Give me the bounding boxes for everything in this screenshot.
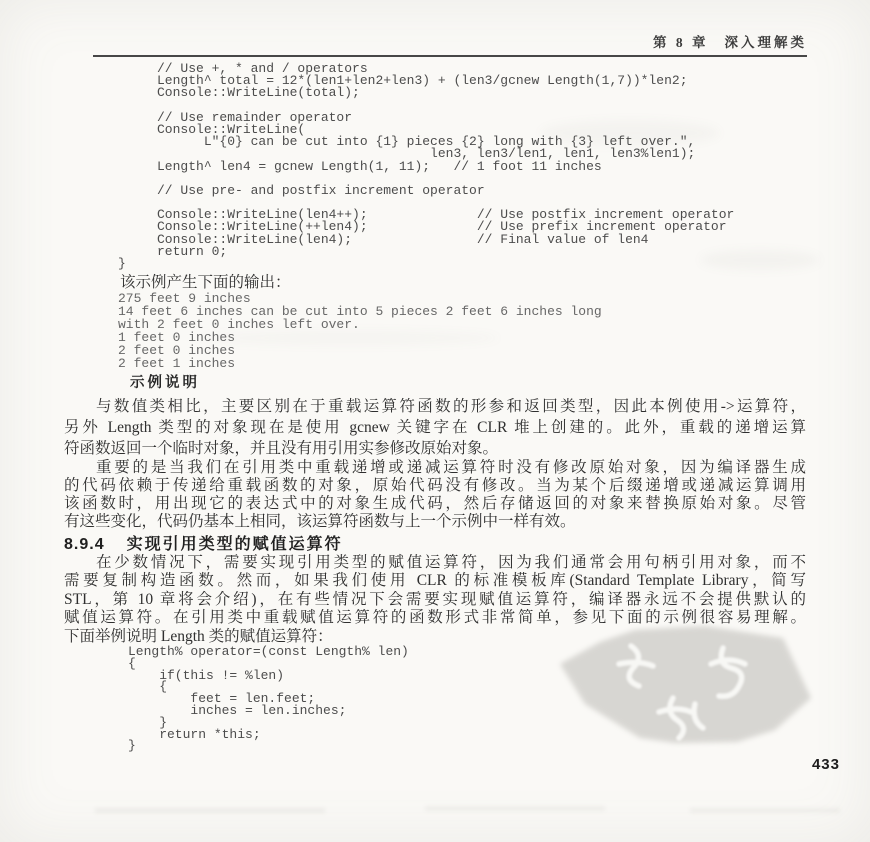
section-title: 实现引用类型的赋值运算符 [126, 536, 343, 553]
paragraph-line: 与数值类相比，主要区别在于重载运算符函数的形参和返回类型，因此本例使用->运算符， [96, 398, 806, 415]
console-output [118, 292, 602, 370]
paragraph-line: 该函数时，用出现它的表达式中的对象生成代码，然后存储返回的对象来替换原始对象。尽管 [64, 495, 806, 512]
code-line: // Use pre- and postfix increment operator [118, 182, 485, 198]
paragraph-line: 赋值运算符。在引用类中重载赋值运算符的函数形式非常简单，参见下面的示例很容易理解。 [64, 609, 806, 627]
header-rule [93, 55, 807, 57]
output-line: 2 feet 1 inches [118, 356, 236, 371]
section-number: 8.9.4 [64, 536, 105, 553]
code-listing-operators [118, 63, 734, 270]
chapter-number: 第 8 章 [653, 35, 709, 50]
paragraph-line: STL，第 10 章将会介绍)，在有些情况下会需要实现赋值运算符，编译器永远不会提供默认的 [64, 590, 806, 608]
body-paragraph [64, 396, 806, 459]
section-heading [64, 531, 343, 554]
scan-noise [95, 808, 325, 813]
output-line: with 2 feet 0 inches left over. [118, 317, 360, 332]
code-line: inches = len.inches; [128, 702, 347, 718]
paragraph-line: 另外 Length 类型的对象现在是使用 gcnew 关键字在 CLR 堆上创建的。此外，重载的递增运算 [64, 419, 806, 436]
running-head [93, 31, 807, 51]
paragraph-line: 符函数返回一个临时对象，并且没有用引用实参修改原始对象。 [64, 440, 499, 457]
code-line: L"{0} can be cut into {1} pieces {2} long with {3} left over.", [118, 134, 696, 150]
paragraph-line: 重要的是当我们在引用类中重载递增或递减运算符时没有修改原始对象，因为编译器生成 [96, 459, 806, 476]
code-line: { [128, 655, 136, 671]
page-number: 433 [811, 756, 840, 773]
output-line: 2 feet 0 inches [118, 343, 236, 358]
code-line: Length^ total = 12*(len1+len2+len3) + (len3/gcnew Length(1,7))*len2; [118, 73, 688, 89]
code-listing-assignment-operator [128, 646, 409, 752]
example-notes-heading: 示例说明 [130, 375, 200, 391]
scan-noise [425, 806, 605, 811]
code-line: if(this != %len) [128, 667, 285, 683]
code-line: } [128, 738, 136, 754]
code-line: feet = len.feet; [128, 691, 316, 707]
code-line: Length^ len4 = gcnew Length(1, 11); // 1 foot 11 inches [118, 158, 602, 174]
code-line: Console::WriteLine(total); [118, 85, 360, 101]
chapter-title: 深入理解类 [724, 35, 807, 50]
code-line: // Use remainder operator [118, 109, 353, 125]
output-line: 1 feet 0 inches [118, 330, 236, 345]
code-line: return 0; [118, 243, 228, 259]
code-line: len3, len3/len1, len1, len3%len1); [118, 146, 696, 162]
output-intro-text: 该示例产生下面的输出： [120, 274, 291, 291]
scan-noise [690, 808, 840, 813]
code-line: Length% operator=(const Length% len) [128, 644, 409, 659]
code-line: } [128, 714, 168, 730]
paragraph-line: 下面举例说明 Length 类的赋值运算符： [64, 627, 333, 645]
code-line: } [118, 256, 126, 271]
code-line: Console::WriteLine(len4++); // Use postfix increment operator [118, 207, 735, 223]
paragraph-line: 需要复制构造函数。然而，如果我们使用 CLR 的标准模板库(Standard Template Library，简写 [64, 572, 806, 590]
output-line: 275 feet 9 inches [118, 291, 251, 306]
paragraph-line: 有这些变化，代码仍基本上相同，该运算符函数与上一个示例中一样有效。 [64, 513, 576, 530]
code-line: { [128, 679, 168, 695]
code-line: Console::WriteLine(++len4); // Use prefix increment operator [118, 219, 727, 235]
stamp-calligraphy [619, 646, 745, 738]
code-line: Console::WriteLine( [118, 121, 306, 137]
code-line: Console::WriteLine(len4); // Final value of len4 [118, 231, 649, 247]
body-paragraph [64, 554, 806, 646]
code-line: // Use +, * and / operators [118, 61, 368, 76]
output-line: 14 feet 6 inches can be cut into 5 pieces 2 feet 6 inches long [118, 304, 602, 319]
code-line: return *this; [128, 726, 261, 742]
paragraph-line: 的代码依赖于传递给重载函数的对象，原始代码没有修改。当为某个后缀递增或递减运算调用 [64, 477, 806, 494]
paragraph-line: 在少数情况下，需要实现引用类型的赋值运算符，因为我们通常会用句柄引用对象，而不 [96, 554, 806, 571]
body-paragraph [64, 459, 806, 531]
